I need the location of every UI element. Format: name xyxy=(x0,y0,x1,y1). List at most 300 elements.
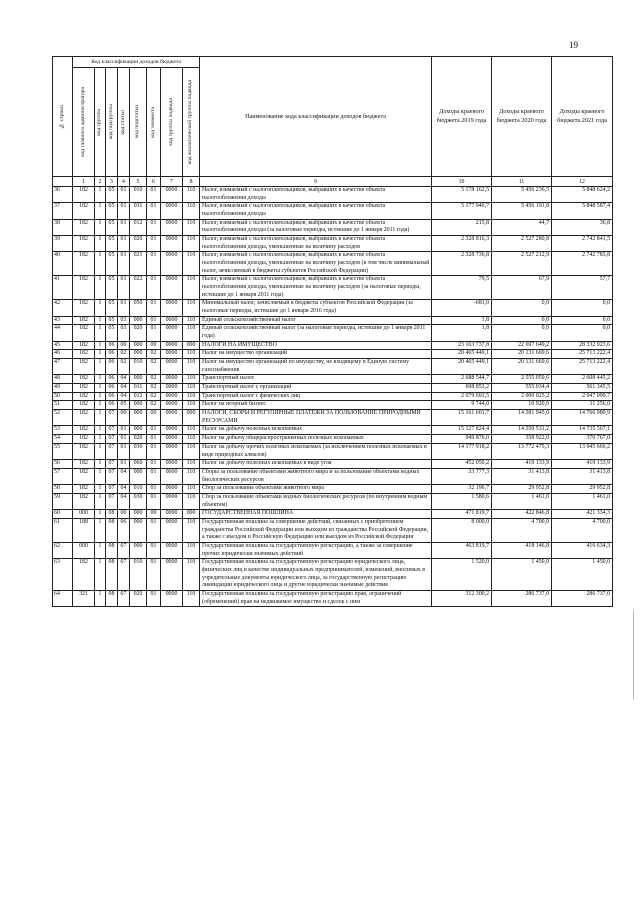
admin-code: 182 xyxy=(73,203,95,219)
amount-2019: 14 177 918,2 xyxy=(432,443,492,459)
amount-2020: 31 413,8 xyxy=(492,468,552,484)
subarticle-code: 011 xyxy=(130,203,147,219)
group-code: 1 xyxy=(95,443,106,459)
subgroup-code: 05 xyxy=(106,276,118,300)
group-code: 1 xyxy=(95,518,106,542)
table-row xyxy=(53,325,613,341)
row-number: 47 xyxy=(53,359,73,375)
subgroup-code: 06 xyxy=(106,401,118,410)
analytic-code: 110 xyxy=(183,518,200,542)
analytic-code: 110 xyxy=(183,203,200,219)
element-code: 01 xyxy=(147,316,161,325)
subgroup-code: 07 xyxy=(106,443,118,459)
amount-2019: 452 050,2 xyxy=(432,460,492,469)
revenue-name: Единый сельскохозяйственный налог xyxy=(200,316,432,325)
amount-2020: 418 146,8 xyxy=(492,542,552,558)
element-code: 02 xyxy=(147,350,161,359)
article-code: 04 xyxy=(118,392,130,401)
group-code: 1 xyxy=(95,325,106,341)
program-code: 0000 xyxy=(161,443,183,459)
table-row xyxy=(53,542,613,558)
admin-code: 182 xyxy=(73,236,95,252)
amount-2019: 463 819,7 xyxy=(432,542,492,558)
row-number: 52 xyxy=(53,410,73,426)
header-element-code: код элемента xyxy=(147,68,161,177)
subarticle-code: 020 xyxy=(130,325,147,341)
subarticle-code: 000 xyxy=(130,410,147,426)
subgroup-code: 07 xyxy=(106,493,118,509)
table-row xyxy=(53,375,613,384)
amount-2021: 14 735 567,1 xyxy=(552,426,613,435)
revenue-name: Налог, взимаемый с налогоплательщиков, выбравших в качестве объекта налогообложения доходы (за налоговые периоды, истекшие до 1 января 2011 года) xyxy=(200,219,432,235)
program-code: 0000 xyxy=(161,460,183,469)
amount-2019: 5 177 946,7 xyxy=(432,203,492,219)
column-number: 7 xyxy=(161,177,183,187)
row-number: 62 xyxy=(53,542,73,558)
amount-2020: 1 461,0 xyxy=(492,493,552,509)
amount-2021: 4 700,0 xyxy=(552,518,613,542)
amount-2021: 25 713 222,4 xyxy=(552,359,613,375)
amount-2020: 2 000 025,2 xyxy=(492,392,552,401)
amount-2020: 1 450,0 xyxy=(492,559,552,591)
group-code: 1 xyxy=(95,410,106,426)
subgroup-code: 06 xyxy=(106,341,118,350)
header-article-code: код статьи xyxy=(118,68,130,177)
element-code: 01 xyxy=(147,325,161,341)
group-code: 1 xyxy=(95,219,106,235)
group-code: 1 xyxy=(95,401,106,410)
table-row xyxy=(53,252,613,276)
analytic-code: 110 xyxy=(183,375,200,384)
column-number: 6 xyxy=(147,177,161,187)
column-number-row xyxy=(53,177,613,187)
amount-2019: 215,8 xyxy=(432,219,492,235)
subarticle-code: 000 xyxy=(130,350,147,359)
subgroup-code: 06 xyxy=(106,359,118,375)
amount-2021: 1 461,0 xyxy=(552,493,613,509)
amount-2020: 5 456 236,5 xyxy=(492,187,552,203)
amount-2021: 1 450,0 xyxy=(552,559,613,591)
amount-2021: 419 133,9 xyxy=(552,460,613,469)
element-code: 01 xyxy=(147,493,161,509)
row-number: 36 xyxy=(53,187,73,203)
element-code: 01 xyxy=(147,460,161,469)
subgroup-code: 05 xyxy=(106,252,118,276)
element-code: 02 xyxy=(147,392,161,401)
revenue-name: Налог на добычу общераспространенных полезных ископаемых xyxy=(200,435,432,444)
amount-2020: 0,0 xyxy=(492,300,552,316)
element-code: 01 xyxy=(147,485,161,494)
amount-2020: 5 456 191,8 xyxy=(492,203,552,219)
analytic-code: 110 xyxy=(183,468,200,484)
subarticle-code: 060 xyxy=(130,460,147,469)
admin-code: 182 xyxy=(73,443,95,459)
subgroup-code: 07 xyxy=(106,460,118,469)
amount-2019: -681,0 xyxy=(432,300,492,316)
program-code: 0000 xyxy=(161,203,183,219)
program-code: 0000 xyxy=(161,300,183,316)
header-amount-2019: Доходы краевого бюджета 2019 года xyxy=(432,57,492,177)
article-code: 05 xyxy=(118,401,130,410)
group-code: 1 xyxy=(95,426,106,435)
amount-2021: 31 413,8 xyxy=(552,468,613,484)
row-number: 38 xyxy=(53,219,73,235)
row-number: 49 xyxy=(53,384,73,393)
revenue-name: Государственная пошлина за совершение действий, связанных с приобретением гражданства Российской Федерации или выходом из гражданства Российской Федерации, а также с въездом в Российскую Федерацию или выездом из Российской Федерации xyxy=(200,518,432,542)
group-code: 1 xyxy=(95,493,106,509)
revenue-name: НАЛОГИ, СБОРЫ И РЕГУЛЯРНЫЕ ПЛАТЕЖИ ЗА ПОЛЬЗОВАНИЕ ПРИРОДНЫМИ РЕСУРСАМИ xyxy=(200,410,432,426)
article-code: 01 xyxy=(118,219,130,235)
page-number: 19 xyxy=(569,40,578,50)
row-number: 37 xyxy=(53,203,73,219)
revenue-name: Сбор за пользование объектами животного мира xyxy=(200,485,432,494)
program-code: 0000 xyxy=(161,276,183,300)
column-number: 5 xyxy=(130,177,147,187)
program-code: 0000 xyxy=(161,518,183,542)
subarticle-code: 010 xyxy=(130,187,147,203)
header-subgroup-code: код подгруппы xyxy=(106,68,118,177)
element-code: 01 xyxy=(147,443,161,459)
article-code: 07 xyxy=(118,559,130,591)
row-number: 50 xyxy=(53,392,73,401)
revenue-name: Транспортный налог xyxy=(200,375,432,384)
table-row xyxy=(53,410,613,426)
revenue-name: Транспортный налог с организаций xyxy=(200,384,432,393)
revenue-table xyxy=(52,56,613,607)
amount-2019: 15 127 824,4 xyxy=(432,426,492,435)
subgroup-code: 07 xyxy=(106,485,118,494)
subarticle-code: 021 xyxy=(130,252,147,276)
admin-code: 182 xyxy=(73,375,95,384)
amount-2021: 25 713 222,4 xyxy=(552,350,613,359)
revenue-name: Налог, взимаемый с налогоплательщиков, выбравших в качестве объекта налогообложения доходы, уменьшенные на величину расходов xyxy=(200,236,432,252)
admin-code: 182 xyxy=(73,435,95,444)
amount-2019: 79,5 xyxy=(432,276,492,300)
analytic-code: 110 xyxy=(183,401,200,410)
subgroup-code: 05 xyxy=(106,219,118,235)
article-code: 01 xyxy=(118,203,130,219)
amount-2019: 2 079 691,5 xyxy=(432,392,492,401)
revenue-name: Минимальный налог, зачисляемый в бюджеты субъектов Российской Федерации (за налоговые периоды, истекшие до 1 января 2016 года) xyxy=(200,300,432,316)
amount-2020: 22 697 649,2 xyxy=(492,341,552,350)
column-number: 1 xyxy=(73,177,95,187)
column-number: 4 xyxy=(118,177,130,187)
amount-2019: 608 853,2 xyxy=(432,384,492,393)
analytic-code: 110 xyxy=(183,219,200,235)
analytic-code: 110 xyxy=(183,392,200,401)
admin-code: 182 xyxy=(73,468,95,484)
row-number: 59 xyxy=(53,493,73,509)
analytic-code: 110 xyxy=(183,590,200,606)
revenue-name: Налог, взимаемый с налогоплательщиков, выбравших в качестве объекта налогообложения доходы xyxy=(200,187,432,203)
amount-2021: 0,0 xyxy=(552,325,613,341)
subgroup-code: 07 xyxy=(106,426,118,435)
article-code: 04 xyxy=(118,493,130,509)
amount-2020: 29 952,8 xyxy=(492,485,552,494)
amount-2021: 57,7 xyxy=(552,276,613,300)
revenue-name: Налог на добычу полезных ископаемых xyxy=(200,426,432,435)
program-code: 0000 xyxy=(161,252,183,276)
element-code: 02 xyxy=(147,359,161,375)
element-code: 00 xyxy=(147,341,161,350)
program-code: 0000 xyxy=(161,426,183,435)
program-code: 0000 xyxy=(161,350,183,359)
group-code: 1 xyxy=(95,187,106,203)
header-analytic-code: код аналитической группы подвида xyxy=(183,68,200,177)
table-row xyxy=(53,426,613,435)
amount-2021: 416 634,3 xyxy=(552,542,613,558)
element-code: 01 xyxy=(147,468,161,484)
article-code: 03 xyxy=(118,316,130,325)
amount-2020: 4 700,0 xyxy=(492,518,552,542)
article-code: 00 xyxy=(118,341,130,350)
analytic-code: 110 xyxy=(183,426,200,435)
amount-2019: 1 520,0 xyxy=(432,559,492,591)
analytic-code: 110 xyxy=(183,187,200,203)
amount-2020: 0,0 xyxy=(492,325,552,341)
admin-code: 182 xyxy=(73,316,95,325)
amount-2020: 10 920,0 xyxy=(492,401,552,410)
table-row xyxy=(53,493,613,509)
amount-2021: 2 608 445,2 xyxy=(552,375,613,384)
analytic-code: 110 xyxy=(183,443,200,459)
column-number: 11 xyxy=(492,177,552,187)
analytic-code: 110 xyxy=(183,359,200,375)
revenue-name: Государственная пошлина за государственную регистрацию, а также за совершение прочих юридически значимых действий xyxy=(200,542,432,558)
table-row xyxy=(53,443,613,459)
admin-code: 182 xyxy=(73,485,95,494)
group-code: 1 xyxy=(95,384,106,393)
element-code: 00 xyxy=(147,410,161,426)
row-number: 42 xyxy=(53,300,73,316)
amount-2021: 370 767,0 xyxy=(552,435,613,444)
amount-2019: 2 328 736,8 xyxy=(432,252,492,276)
row-number: 40 xyxy=(53,252,73,276)
table-row xyxy=(53,219,613,235)
amount-2019: 312 300,2 xyxy=(432,590,492,606)
column-number: 8 xyxy=(183,177,200,187)
column-number xyxy=(53,177,73,187)
row-number: 39 xyxy=(53,236,73,252)
amount-2019: 949 876,0 xyxy=(432,435,492,444)
amount-2019: 32 196,7 xyxy=(432,485,492,494)
element-code: 01 xyxy=(147,559,161,591)
amount-2019: 9 744,0 xyxy=(432,401,492,410)
table-row xyxy=(53,316,613,325)
row-number: 61 xyxy=(53,518,73,542)
revenue-name: Сбор за пользование объектами водных биологических ресурсов (по внутренним водным объектам) xyxy=(200,493,432,509)
admin-code: 182 xyxy=(73,426,95,435)
group-code: 1 xyxy=(95,460,106,469)
table-row xyxy=(53,468,613,484)
header-group-code: код группы xyxy=(95,68,106,177)
group-code: 1 xyxy=(95,590,106,606)
table-row xyxy=(53,187,613,203)
amount-2021: 5 848 624,2 xyxy=(552,187,613,203)
article-code: 02 xyxy=(118,359,130,375)
admin-code: 182 xyxy=(73,460,95,469)
amount-2019: 2 328 816,3 xyxy=(432,236,492,252)
row-number: 60 xyxy=(53,510,73,519)
subgroup-code: 08 xyxy=(106,559,118,591)
subgroup-code: 08 xyxy=(106,510,118,519)
element-code: 01 xyxy=(147,590,161,606)
subgroup-code: 06 xyxy=(106,384,118,393)
element-code: 01 xyxy=(147,435,161,444)
amount-2020: 14 550 531,2 xyxy=(492,426,552,435)
element-code: 01 xyxy=(147,252,161,276)
amount-2021: 11 256,0 xyxy=(552,401,613,410)
subgroup-code: 05 xyxy=(106,203,118,219)
article-code: 04 xyxy=(118,468,130,484)
article-code: 04 xyxy=(118,375,130,384)
subgroup-code: 05 xyxy=(106,316,118,325)
analytic-code: 110 xyxy=(183,276,200,300)
column-number: 10 xyxy=(432,177,492,187)
amount-2019: 33 777,3 xyxy=(432,468,492,484)
table-row xyxy=(53,590,613,606)
amount-2019: 2 688 544,7 xyxy=(432,375,492,384)
table-row xyxy=(53,518,613,542)
table-row xyxy=(53,276,613,300)
program-code: 0000 xyxy=(161,493,183,509)
subgroup-code: 08 xyxy=(106,542,118,558)
group-code: 1 xyxy=(95,300,106,316)
subarticle-code: 050 xyxy=(130,300,147,316)
subarticle-code: 010 xyxy=(130,559,147,591)
amount-2019: 8 000,0 xyxy=(432,518,492,542)
amount-2019: 1 580,6 xyxy=(432,493,492,509)
analytic-code: 110 xyxy=(183,435,200,444)
amount-2021: 2 742 841,5 xyxy=(552,236,613,252)
table-row xyxy=(53,485,613,494)
row-number: 48 xyxy=(53,375,73,384)
subarticle-code: 000 xyxy=(130,316,147,325)
revenue-name: Сборы за пользование объектами животного мира и за пользование объектами водных биологических ресурсов xyxy=(200,468,432,484)
subarticle-code: 000 xyxy=(130,341,147,350)
admin-code: 182 xyxy=(73,187,95,203)
article-code: 04 xyxy=(118,485,130,494)
revenue-name: Государственная пошлина за государственную регистрацию юридического лица, физических лиц в качестве индивидуальных предпринимателей, изменений, вносимых в учредительные документы юридического лица, за государственную регистрацию ликвидации юридического лица и другие юридически значимые действия xyxy=(200,559,432,591)
amount-2020: 2 527 212,9 xyxy=(492,252,552,276)
analytic-code: 110 xyxy=(183,493,200,509)
amount-2019: 5 178 162,5 xyxy=(432,187,492,203)
amount-2020: 44,7 xyxy=(492,219,552,235)
analytic-code: 110 xyxy=(183,300,200,316)
program-code: 0000 xyxy=(161,219,183,235)
program-code: 0000 xyxy=(161,590,183,606)
subarticle-code: 010 xyxy=(130,359,147,375)
subgroup-code: 07 xyxy=(106,468,118,484)
amount-2021: 2 742 783,8 xyxy=(552,252,613,276)
subarticle-code: 012 xyxy=(130,219,147,235)
subarticle-code: 030 xyxy=(130,443,147,459)
amount-2021: 0,0 xyxy=(552,316,613,325)
table-row xyxy=(53,384,613,393)
revenue-name: ГОСУДАРСТВЕННАЯ ПОШЛИНА xyxy=(200,510,432,519)
element-code: 01 xyxy=(147,542,161,558)
analytic-code: 110 xyxy=(183,236,200,252)
element-code: 02 xyxy=(147,401,161,410)
amount-2019: 23 163 737,8 xyxy=(432,341,492,350)
revenue-name: Налог на имущество организаций по имуществу, не входящему в Единую систему газоснабжения xyxy=(200,359,432,375)
table-row xyxy=(53,359,613,375)
revenue-name: Транспортный налог с физических лиц xyxy=(200,392,432,401)
subgroup-code: 05 xyxy=(106,300,118,316)
group-code: 1 xyxy=(95,236,106,252)
subgroup-code: 05 xyxy=(106,236,118,252)
amount-2020: 555 034,4 xyxy=(492,384,552,393)
analytic-code: 110 xyxy=(183,350,200,359)
header-classification-group: Код классификации доходов бюджета xyxy=(73,57,200,68)
program-code: 0000 xyxy=(161,341,183,350)
admin-code: 182 xyxy=(73,300,95,316)
column-number: 2 xyxy=(95,177,106,187)
element-code: 01 xyxy=(147,426,161,435)
amount-2019: 20 465 449,1 xyxy=(432,350,492,359)
group-code: 1 xyxy=(95,203,106,219)
amount-2021: 561 345,5 xyxy=(552,384,613,393)
subarticle-code: 000 xyxy=(130,401,147,410)
row-number: 41 xyxy=(53,276,73,300)
analytic-code: 110 xyxy=(183,485,200,494)
amount-2021: 0,0 xyxy=(552,300,613,316)
article-code: 01 xyxy=(118,236,130,252)
program-code: 0000 xyxy=(161,392,183,401)
subarticle-code: 030 xyxy=(130,493,147,509)
amount-2021: 5 848 587,4 xyxy=(552,203,613,219)
analytic-code: 110 xyxy=(183,316,200,325)
amount-2020: 14 581 945,0 xyxy=(492,410,552,426)
subarticle-code: 020 xyxy=(130,590,147,606)
article-code: 00 xyxy=(118,410,130,426)
program-code: 0000 xyxy=(161,485,183,494)
subgroup-code: 08 xyxy=(106,590,118,606)
group-code: 1 xyxy=(95,559,106,591)
element-code: 00 xyxy=(147,510,161,519)
amount-2020: 20 131 669,6 xyxy=(492,350,552,359)
analytic-code: 110 xyxy=(183,542,200,558)
subgroup-code: 08 xyxy=(106,518,118,542)
amount-2020: 20 131 669,6 xyxy=(492,359,552,375)
revenue-name: Налог на добычу полезных ископаемых в виде угля xyxy=(200,460,432,469)
subgroup-code: 06 xyxy=(106,392,118,401)
subgroup-code: 05 xyxy=(106,187,118,203)
table-row xyxy=(53,341,613,350)
amount-2021: 36,8 xyxy=(552,219,613,235)
subarticle-code: 000 xyxy=(130,518,147,542)
amount-2019: 1,8 xyxy=(432,316,492,325)
group-code: 1 xyxy=(95,542,106,558)
amount-2020: 2 527 280,8 xyxy=(492,236,552,252)
admin-code: 182 xyxy=(73,559,95,591)
admin-code: 182 xyxy=(73,325,95,341)
analytic-code: 110 xyxy=(183,559,200,591)
subarticle-code: 000 xyxy=(130,468,147,484)
article-code: 01 xyxy=(118,435,130,444)
program-code: 0000 xyxy=(161,559,183,591)
group-code: 1 xyxy=(95,350,106,359)
analytic-code: 000 xyxy=(183,341,200,350)
element-code: 02 xyxy=(147,384,161,393)
table-row xyxy=(53,510,613,519)
group-code: 1 xyxy=(95,468,106,484)
element-code: 01 xyxy=(147,236,161,252)
group-code: 1 xyxy=(95,252,106,276)
group-code: 1 xyxy=(95,485,106,494)
amount-2020: 2 555 059,6 xyxy=(492,375,552,384)
amount-2020: 422 846,8 xyxy=(492,510,552,519)
